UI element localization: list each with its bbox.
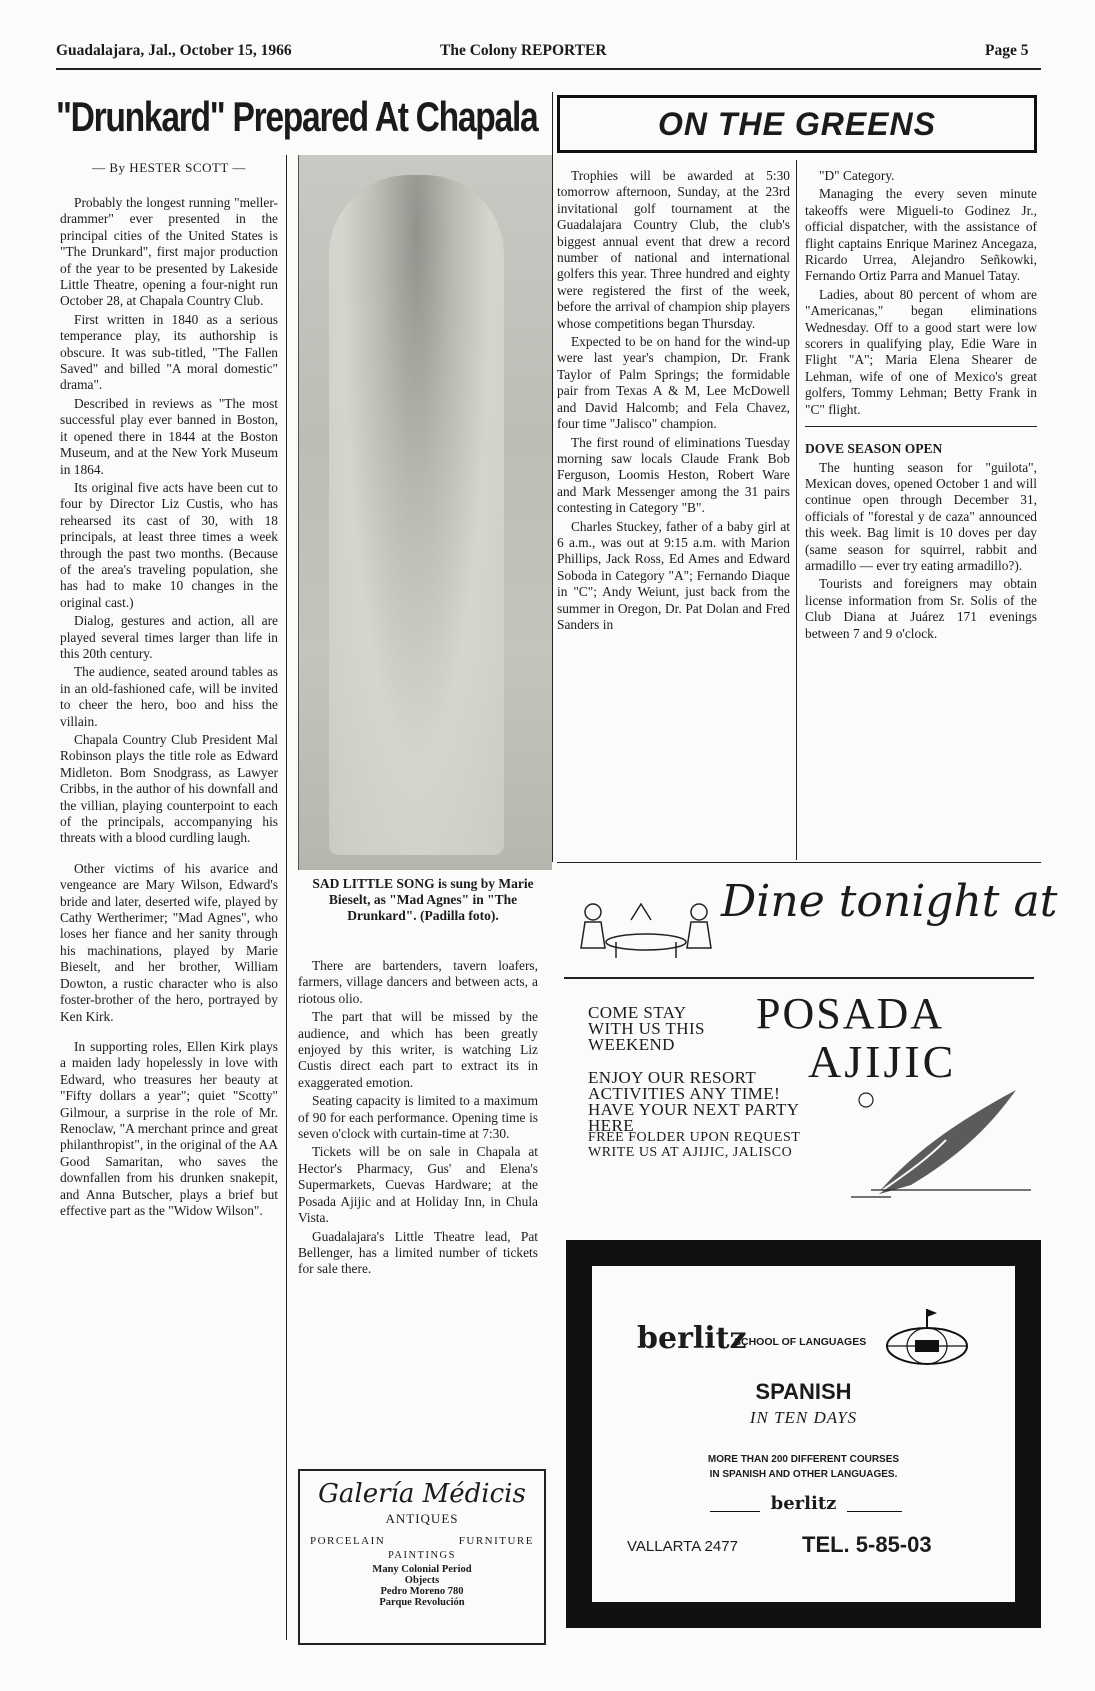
paragraph: Its original five acts have been cut to four by Director Liz Custis, who has rehearsed its cast of 30, with 18 principals, at least three times a week through the past two months. (Because of the area's traveling population, she has had to make 10 changes in the original cast.) — [60, 479, 278, 610]
stay-line: WITH US THIS — [588, 1019, 705, 1038]
greens-title: ON THE GREENS — [658, 106, 936, 142]
paragraph: There are bartenders, tavern loafers, farmers, village dancers and between acts, a riotous olio. — [298, 958, 538, 1006]
greens-column-2 — [805, 168, 1037, 644]
paragraph: Dialog, gestures and action, all are played several times larger than life in this 20th century. — [60, 613, 278, 661]
school-of-languages: SCHOOL OF LANGUAGES — [734, 1336, 867, 1348]
ad-rule — [564, 977, 1034, 979]
column-rule — [796, 160, 797, 860]
galeria-antiques: ANTIQUES — [385, 1511, 459, 1526]
paragraph: First written in 1840 as a serious temperance play, its authorship is obscure. It was sub-titled, "The Fallen Saved" and billed "A moral domestic" drama". — [60, 311, 278, 393]
spanish-text: SPANISH — [755, 1379, 852, 1404]
paragraph: Expected to be on hand for the wind-up were last year's champion, Dr. Frank Taylor of Palm Springs; the formidable pair from Texas A & M, Lee McDowell and David Halcomb; and Fela Chavez, four time "Jalisco" champion. — [557, 334, 790, 432]
paragraph: Guadalajara's Little Theatre lead, Pat Bellenger, has a limited number of tickets for sale there. — [298, 1228, 538, 1277]
greens-header-box — [557, 95, 1037, 153]
dove-season-heading: DOVE SEASON OPEN — [805, 441, 943, 457]
berlitz-logo-small: berlitz — [770, 1493, 837, 1514]
stay-line: COME STAY — [588, 1003, 687, 1022]
galeria-colonial: Many Colonial Period — [372, 1564, 472, 1575]
paragraph: Tickets will be on sale in Chapala at Hector's Pharmacy, Gus' and Elena's Supermarkets, Cuevas Hardware; at the Posada Ajijic and at Holiday Inn, in Chula Vista. — [298, 1144, 538, 1226]
column-rule — [552, 92, 553, 862]
galeria-name: Galería Médicis — [318, 1479, 526, 1509]
berlitz-address: VALLARTA 2477 — [627, 1538, 738, 1555]
berlitz-logo: berlitz — [637, 1321, 747, 1356]
enjoy-text — [588, 1070, 799, 1134]
paragraph: Tourists and foreigners may obtain license information from Sr. Solis of the Club Diana at Juárez 171 evenings between 7 and 9 o'clock. — [805, 576, 1037, 641]
actress-photo — [298, 155, 552, 870]
dine-tonight-script: Dine tonight at — [721, 876, 1058, 927]
enjoy-line: ENJOY OUR RESORT — [588, 1068, 757, 1087]
ajijic-name: AJIJIC — [808, 1036, 957, 1087]
ten-days-text: IN TEN DAYS — [749, 1408, 858, 1427]
paragraph: "D" Category. — [819, 168, 895, 183]
folder-text — [588, 1130, 800, 1160]
paragraph: Charles Stuckey, father of a baby girl at 6 a.m., was out at 9:15 a.m. with Marion Phillips, Jack Ross, Ed Ames and Edward Soboda in Category "A"; Fernando Diaque in "C"; Andy Weiunt, just back from the summer in Oregon, Dr. Pat Dolan and Fred Sanders in — [557, 518, 790, 632]
come-stay-text — [588, 1005, 705, 1053]
folder-line: FREE FOLDER UPON REQUEST — [588, 1130, 801, 1145]
posada-ajijic-ad — [566, 876, 1058, 1210]
column-rule — [286, 155, 287, 1640]
posada-name: POSADA — [756, 989, 945, 1038]
paragraph: The hunting season for "guilota", Mexican doves, opened October 1 and will continue open through December 31, officials of "forestal y de caza" announced this week. Bag limit is 10 doves per day (same season for squirrel, rabbit and armadillo — ever try eating armadillo?). — [805, 459, 1037, 573]
paragraph: Ladies, about 80 percent of whom are "Americanas," began eliminations Wednesday. Off to a good start were low scorers in qualifying play, Edie Ware in Flight "A"; Maria Elena Shearer de Lehman, wife of one of Mexico's great golfers, Tommy Lehman; Betty Frank in "C" flight. — [805, 286, 1037, 417]
galeria-address: Pedro Moreno 780 — [380, 1586, 464, 1597]
paragraph: Other victims of his avarice and vengeance are Mary Wilson, Edward's bride and later, deserted wife, played by Cathy Wertherimer; "Mad Agnes", who loses her fiance and her sanity through his machinations, played by Marie Bieselt, and her brother, William Dowton, a rustic character who is also foster-brother of the hero, portrayed by Ken Kirk. — [60, 860, 278, 1024]
galeria-medicis-ad — [298, 1469, 546, 1645]
stay-line: WEEKEND — [588, 1035, 675, 1054]
section-rule — [805, 426, 1037, 427]
masthead-date: Guadalajara, Jal., October 15, 1966 — [56, 42, 292, 59]
byline: — By HESTER SCOTT — — [92, 160, 246, 175]
diners-illustration — [571, 890, 721, 960]
berlitz-inner — [592, 1266, 1015, 1602]
article-column-2 — [298, 958, 538, 1280]
galeria-paintings: PAINTINGS — [388, 1550, 456, 1561]
paragraph: Trophies will be awarded at 5:30 tomorrow afternoon, Sunday, at the 23rd invitational golf tournament at the Guadalajara Country Club, the club's biggest annual event that drew a record number of national and international golfers this year. Three hundred and eighty were registered the first of the week, before the arrival of champion ship players whose competitions began Thursday. — [557, 168, 790, 331]
courses-line-2: IN SPANISH AND OTHER LANGUAGES. — [709, 1469, 898, 1480]
masthead-paper: The Colony REPORTER — [440, 42, 607, 59]
paragraph: Described in reviews as "The most successful play ever banned in Boston, it opened there in 1844 at the Boston Museum, and at the New York Museum in 1864. — [60, 395, 278, 477]
berlitz-ad — [566, 1240, 1041, 1628]
berlitz-telephone: TEL. 5-85-03 — [802, 1532, 932, 1557]
paragraph: Probably the longest running "meller-drammer" ever presented in the principal cities of the United States is "The Drunkard", first major production of the year to be presented by Lakeside Little Theatre, opening a four-night run October 28, at Chapala Country Club. — [60, 195, 278, 309]
galeria-furniture: FURNITURE — [458, 1535, 534, 1547]
photo-caption: SAD LITTLE SONG is sung by Marie Bieselt, as "Mad Agnes" in "The Drunkard". (Padilla foto). — [312, 876, 534, 923]
enjoy-line: HERE — [588, 1116, 634, 1135]
paragraph: Seating capacity is limited to a maximum of 90 for each performance. Opening time is seven o'clock with curtain-time at 7:30. — [298, 1093, 538, 1142]
enjoy-line: ACTIVITIES ANY TIME! — [588, 1084, 781, 1103]
courses-line-1: MORE THAN 200 DIFFERENT COURSES — [707, 1454, 900, 1465]
masthead-rule — [56, 68, 1041, 70]
masthead-page: Page 5 — [985, 42, 1029, 59]
paragraph: Managing the every seven minute takeoffs were Migueli-to Godinez Jr., official dispatcher, with the assistance of flight captains Enrique Marinez Ancegaza, Ricardo Urrea, Alejandro Señkowki, Fernando Ortiz Parra and Manuel Tatay. — [805, 186, 1037, 284]
globe-icon — [877, 1301, 977, 1371]
ad-rule — [847, 1511, 902, 1512]
paragraph: The audience, seated around tables as in an old-fashioned cafe, will be invited to cheer the hero, boo and hiss the villain. — [60, 664, 278, 729]
paragraph: Chapala Country Club President Mal Robinson plays the title role as Edward Midleton. Bom Snodgrass, as Lawyer Cribbs, in the author of his downfall and the villian, playing counterpoint to each of the principals, accompanying his threats with a blood curdling laugh. — [60, 732, 278, 846]
folder-line: WRITE US AT AJIJIC, JALISCO — [588, 1145, 793, 1160]
section-rule — [557, 862, 1041, 863]
article-headline: "Drunkard" Prepared At Chapala — [56, 93, 538, 140]
article-column-1 — [60, 195, 278, 1221]
paragraph: The first round of eliminations Tuesday morning saw locals Claude Frank Bob Ferguson, Loomis Heston, Robert Ware and Mark Messenger among the 31 pairs contesting in Category "B". — [557, 434, 790, 516]
pen-nib-illustration — [851, 1085, 1031, 1205]
greens-column-1 — [557, 168, 790, 635]
costumed-figure — [329, 175, 504, 855]
paragraph: The part that will be missed by the audience, and which has been greatly enjoyed by this writer, is watching Liz Custis direct each part to extract its in exaggerated emotion. — [298, 1009, 538, 1090]
galeria-porcelain: PORCELAIN — [310, 1535, 386, 1547]
enjoy-line: HAVE YOUR NEXT PARTY — [588, 1100, 800, 1119]
galeria-objects: Objects — [404, 1575, 440, 1586]
galeria-park: Parque Revolución — [379, 1597, 465, 1608]
paragraph: In supporting roles, Ellen Kirk plays a maiden lady hopelessly in love with Edward, who treasures her beauty at "Fifty dollars a year"; quiet "Scotty" Gilmour, a surprise in the role of Mr. Renoclaw, "A merchant prince and great philanthropist", in the original of the AA Good Samaritan, who saves the downfallen from his drunken snakepit, and Anna Butscher, plays a brief but effective part as the "Widow Wilson". — [60, 1038, 278, 1218]
